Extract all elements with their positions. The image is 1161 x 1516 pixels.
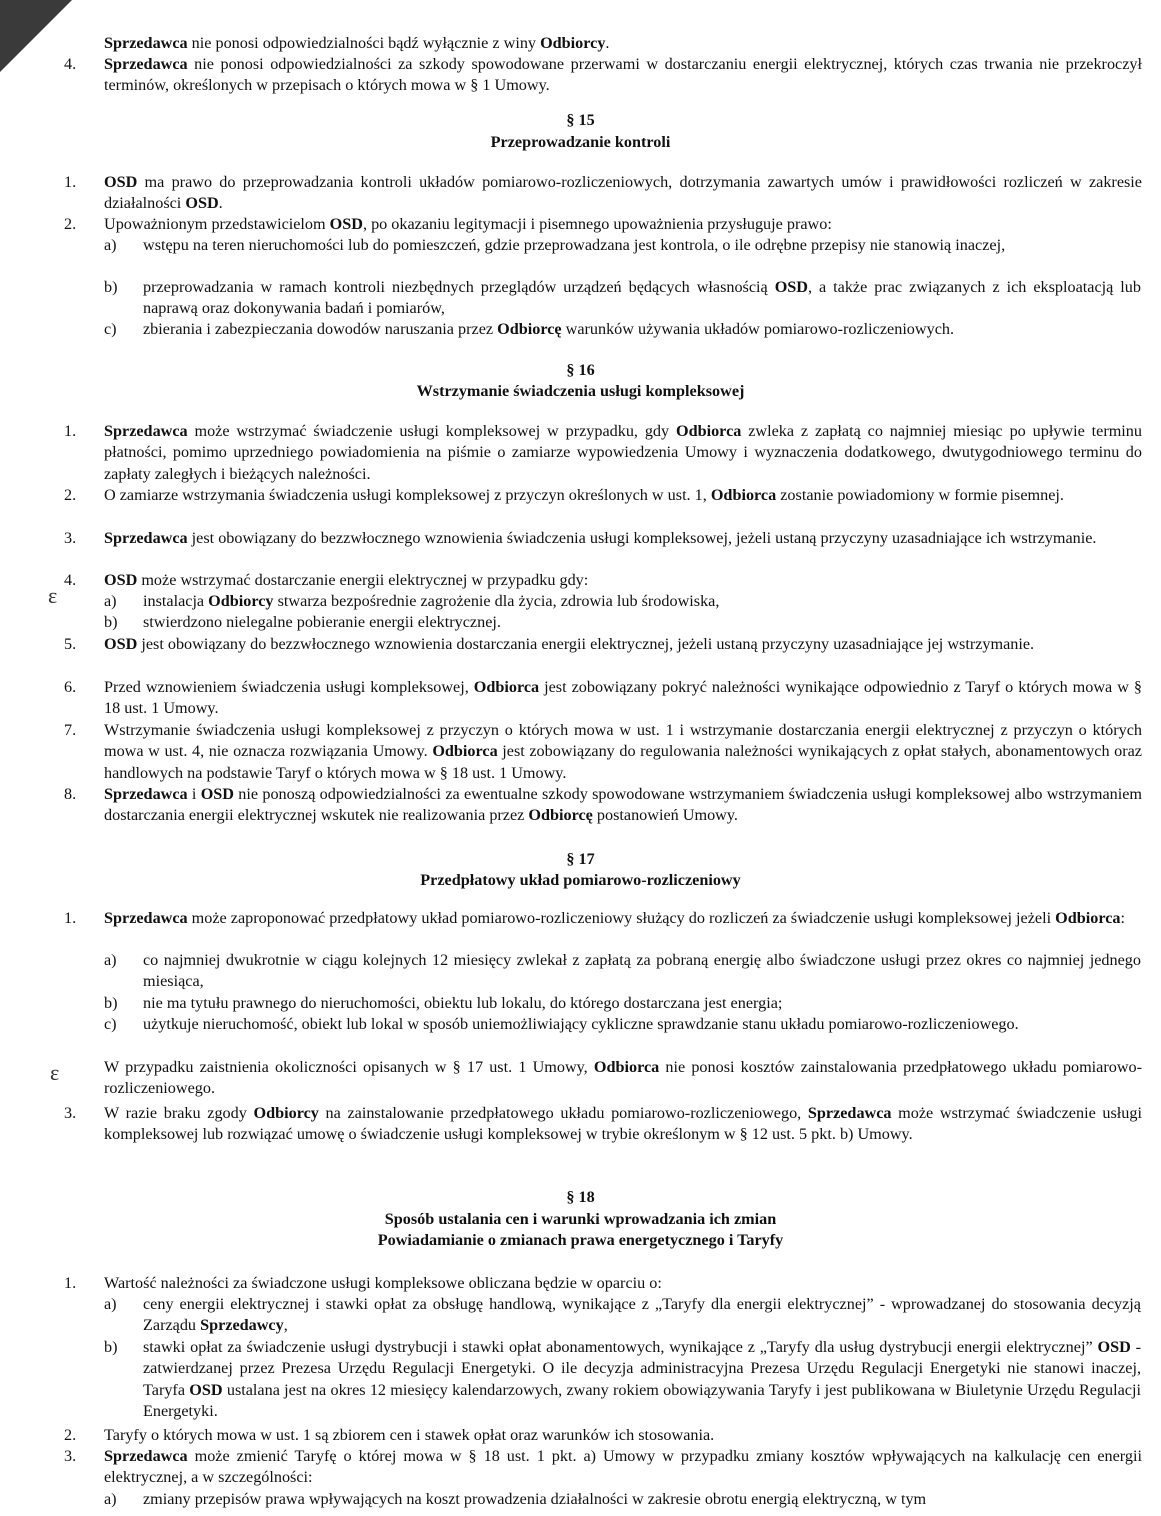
item-text: Taryfy o których mowa w ust. 1 są zbiorem cen i stawek opłat oraz warunków ich stosowania. xyxy=(104,1426,715,1444)
item-number: 4. xyxy=(64,55,77,73)
item-number: 5. xyxy=(64,635,77,653)
item-number: 8. xyxy=(64,785,77,803)
section-number: § 15 xyxy=(566,111,595,129)
section-number: § 16 xyxy=(566,361,595,379)
scan-corner-shadow xyxy=(0,0,72,72)
section-number: § 17 xyxy=(566,850,595,868)
item-text: W razie braku zgody Odbiorcy na zainstalowanie przedpłatowego układu pomiarowo-rozliczeniowego, Sprzedawca może wstrzymać świadczenie usługi kompleksowej lub rozwiązać umowę o świadczenie usługi kompleksowej w trybie określonym w § 12 ust. 5 pkt. b) Umowy. xyxy=(104,1104,1142,1144)
item-number: 1. xyxy=(64,422,77,440)
item-text: Sprzedawca nie ponosi odpowiedzialności za szkody spowodowane przerwami w dostarczaniu energii elektrycznej, których czas trwania nie przekroczył terminów, określonych w przepisach o których mowa w § 1 Umowy. xyxy=(104,55,1142,95)
section-title: Wstrzymanie świadczenia usługi kompleksowej xyxy=(416,382,745,400)
item-text: OSD jest obowiązany do bezzwłocznego wznowienia dostarczania energii elektrycznej, jeżeli ustaną przyczyny uzasadniające jej wstrzymanie. xyxy=(104,635,1035,653)
sub-item-text: co najmniej dwukrotnie w ciągu kolejnych 12 miesięcy zwlekał z zapłatą za pobraną energię albo świadczone usługi przez okres co najmniej jednego miesiąca, xyxy=(143,951,1141,991)
sub-item-text: zbierania i zabezpieczania dowodów naruszania przez Odbiorcę warunków używania układów pomiarowo-rozliczeniowych. xyxy=(143,320,955,338)
scan-speck: ɛ xyxy=(48,583,58,608)
section-number: § 18 xyxy=(566,1188,595,1206)
item-text: Przed wznowieniem świadczenia usługi kompleksowej, Odbiorca jest zobowiązany pokryć należności wynikające odpowiednio z Taryf o których mowa w § 18 ust. 1 Umowy. xyxy=(104,678,1142,718)
item-text: O zamiarze wstrzymania świadczenia usługi kompleksowej z przyczyn określonych w ust. 1, Odbiorca zostanie powiadomiony w formie pisemnej. xyxy=(104,486,1064,504)
sub-item-label: b) xyxy=(104,278,118,296)
section-subtitle: Powiadamianie o zmianach prawa energetycznego i Taryfy xyxy=(377,1231,784,1249)
sub-item-label: c) xyxy=(104,320,117,338)
item-text: Sprzedawca może zmienić Taryfę o której mowa w § 18 ust. 1 pkt. a) Umowy w przypadku zmiany kosztów wpływających na kalkulację cen energii elektrycznej, a w szczególności: xyxy=(104,1447,1142,1487)
item-text: Wstrzymanie świadczenia usługi kompleksowej z przyczyn o których mowa w ust. 1 i wstrzymanie dostarczania energii elektrycznej z przyczyn o których mowa w ust. 4, nie oznacza rozwiązania Umowy. Odbiorca jest zobowiązany do regulowania należności wynikających z opłat stałych, abonamentowych oraz handlowych na podstawie Taryf o których mowa w § 18 ust. 1 Umowy. xyxy=(104,721,1142,782)
sub-item-label: c) xyxy=(104,1015,117,1033)
item-number: 6. xyxy=(64,678,77,696)
item-text: OSD może wstrzymać dostarczanie energii elektrycznej w przypadku gdy: xyxy=(104,571,589,589)
item-number: 4. xyxy=(64,571,77,589)
item-number: 1. xyxy=(64,1274,77,1292)
sub-item-text: stwierdzono nielegalne pobieranie energii elektrycznej. xyxy=(143,613,501,631)
sub-item-text: wstępu na teren nieruchomości lub do pomieszczeń, gdzie przeprowadzana jest kontrola, o ile odrębne przepisy nie stanowią inaczej, xyxy=(143,236,1006,254)
item-number: 2. xyxy=(64,215,77,233)
item-text: OSD ma prawo do przeprowadzania kontroli układów pomiarowo-rozliczeniowych, dotrzymania zawartych umów i prawidłowości rozliczeń w zakresie działalności OSD. xyxy=(104,173,1142,213)
item-number: 2. xyxy=(64,486,77,504)
sub-item-label: b) xyxy=(104,613,118,631)
item-number: 3. xyxy=(64,529,77,547)
item-text: Sprzedawca może wstrzymać świadczenie usługi kompleksowej w przypadku, gdy Odbiorca zwleka z zapłatą co najmniej miesiąc po upływie terminu płatności, pomimo uprzedniego powiadomienia na piśmie o zamiarze wypowiedzenia Umowy i wyznaczenia dodatkowego, dwutygodniowego terminu do zapłaty zaległych i bieżących należności. xyxy=(104,422,1142,483)
sub-item-label: a) xyxy=(104,1490,117,1508)
sub-item-label: a) xyxy=(104,592,117,610)
sub-item-text: instalacja Odbiorcy stwarza bezpośrednie zagrożenie dla życia, zdrowia lub środowiska, xyxy=(143,592,720,610)
sub-item-label: a) xyxy=(104,951,117,969)
item-text: Upoważnionym przedstawicielom OSD, po okazaniu legitymacji i pisemnego upoważnienia przysługuje prawo: xyxy=(104,215,832,233)
sub-item-text: nie ma tytułu prawnego do nieruchomości, obiektu lub lokalu, do którego dostarczana jest energia; xyxy=(143,994,783,1012)
item-number: 2. xyxy=(64,1426,77,1444)
sub-item-text: ceny energii elektrycznej i stawki opłat za obsługę handlową, wynikające z „Taryfy dla energii elektrycznej” - wprowadzanej do stosowania decyzją Zarządu Sprzedawcy, xyxy=(143,1295,1141,1335)
item-number: 3. xyxy=(64,1104,77,1122)
sub-item-label: b) xyxy=(104,994,118,1012)
section-title: Przeprowadzanie kontroli xyxy=(490,133,671,151)
item-number: 7. xyxy=(64,721,77,739)
item-text: Sprzedawca jest obowiązany do bezzwłocznego wznowienia świadczenia usługi kompleksowej, jeżeli ustaną przyczyny uzasadniające ich wstrzymanie. xyxy=(104,529,1097,547)
paragraph-text: Sprzedawca nie ponosi odpowiedzialności bądź wyłącznie z winy Odbiorcy. xyxy=(104,34,610,52)
sub-item-text: użytkuje nieruchomość, obiekt lub lokal w sposób uniemożliwiający cykliczne sprawdzanie stanu układu pomiarowo-rozliczeniowego. xyxy=(143,1015,1019,1033)
sub-item-label: b) xyxy=(104,1338,118,1356)
scan-speck: ɛ xyxy=(50,1060,60,1085)
sub-item-label: a) xyxy=(104,236,117,254)
item-number: 1. xyxy=(64,173,77,191)
section-title: Przedpłatowy układ pomiarowo-rozliczeniowy xyxy=(420,871,741,889)
item-text: Sprzedawca i OSD nie ponoszą odpowiedzialności za ewentualne szkody spowodowane wstrzymaniem świadczenia usługi kompleksowej albo wstrzymaniem dostarczania energii elektrycznej wskutek nie realizowania przez Odbiorcę postanowień Umowy. xyxy=(104,785,1143,825)
paragraph-text: W przypadku zaistnienia okoliczności opisanych w § 17 ust. 1 Umowy, Odbiorca nie ponosi kosztów zainstalowania przedpłatowego układu pomiarowo-rozliczeniowego. xyxy=(104,1058,1143,1098)
item-text: Wartość należności za świadczone usługi kompleksowe obliczana będzie w oparciu o: xyxy=(104,1274,662,1292)
section-title: Sposób ustalania cen i warunki wprowadzania ich zmian xyxy=(384,1210,777,1228)
item-text: Sprzedawca może zaproponować przedpłatowy układ pomiarowo-rozliczeniowy służący do rozliczeń za świadczenie usługi kompleksowej jeżeli Odbiorca: xyxy=(104,909,1125,927)
sub-item-text: przeprowadzania w ramach kontroli niezbędnych przeglądów urządzeń będących własnością OSD, a także prac związanych z ich eksploatacją lub naprawą oraz dokonywania badań i pomiarów, xyxy=(143,278,1141,318)
sub-item-text: stawki opłat za świadczenie usługi dystrybucji i stawki opłat abonamentowych, wynikające z „Taryfy dla usług dystrybucji energii elektrycznej” OSD - zatwierdzanej przez Prezesa Urzędu Regulacji Energetyki. O ile decyzja administracyjna Prezesa Urzędu Regulacji Energetyki nie stanowi inaczej, Taryfa OSD ustalana jest na okres 12 miesięcy kalendarzowych, zwany rokiem obowiązywania Taryfy i jest publikowana w Biuletynie Urzędu Regulacji Energetyki. xyxy=(143,1338,1142,1420)
sub-item-text: zmiany przepisów prawa wpływających na koszt prowadzenia działalności w zakresie obrotu energią elektryczną, w tym xyxy=(143,1490,927,1508)
sub-item-label: a) xyxy=(104,1295,117,1313)
item-number: 3. xyxy=(64,1447,77,1465)
item-number: 1. xyxy=(64,909,77,927)
